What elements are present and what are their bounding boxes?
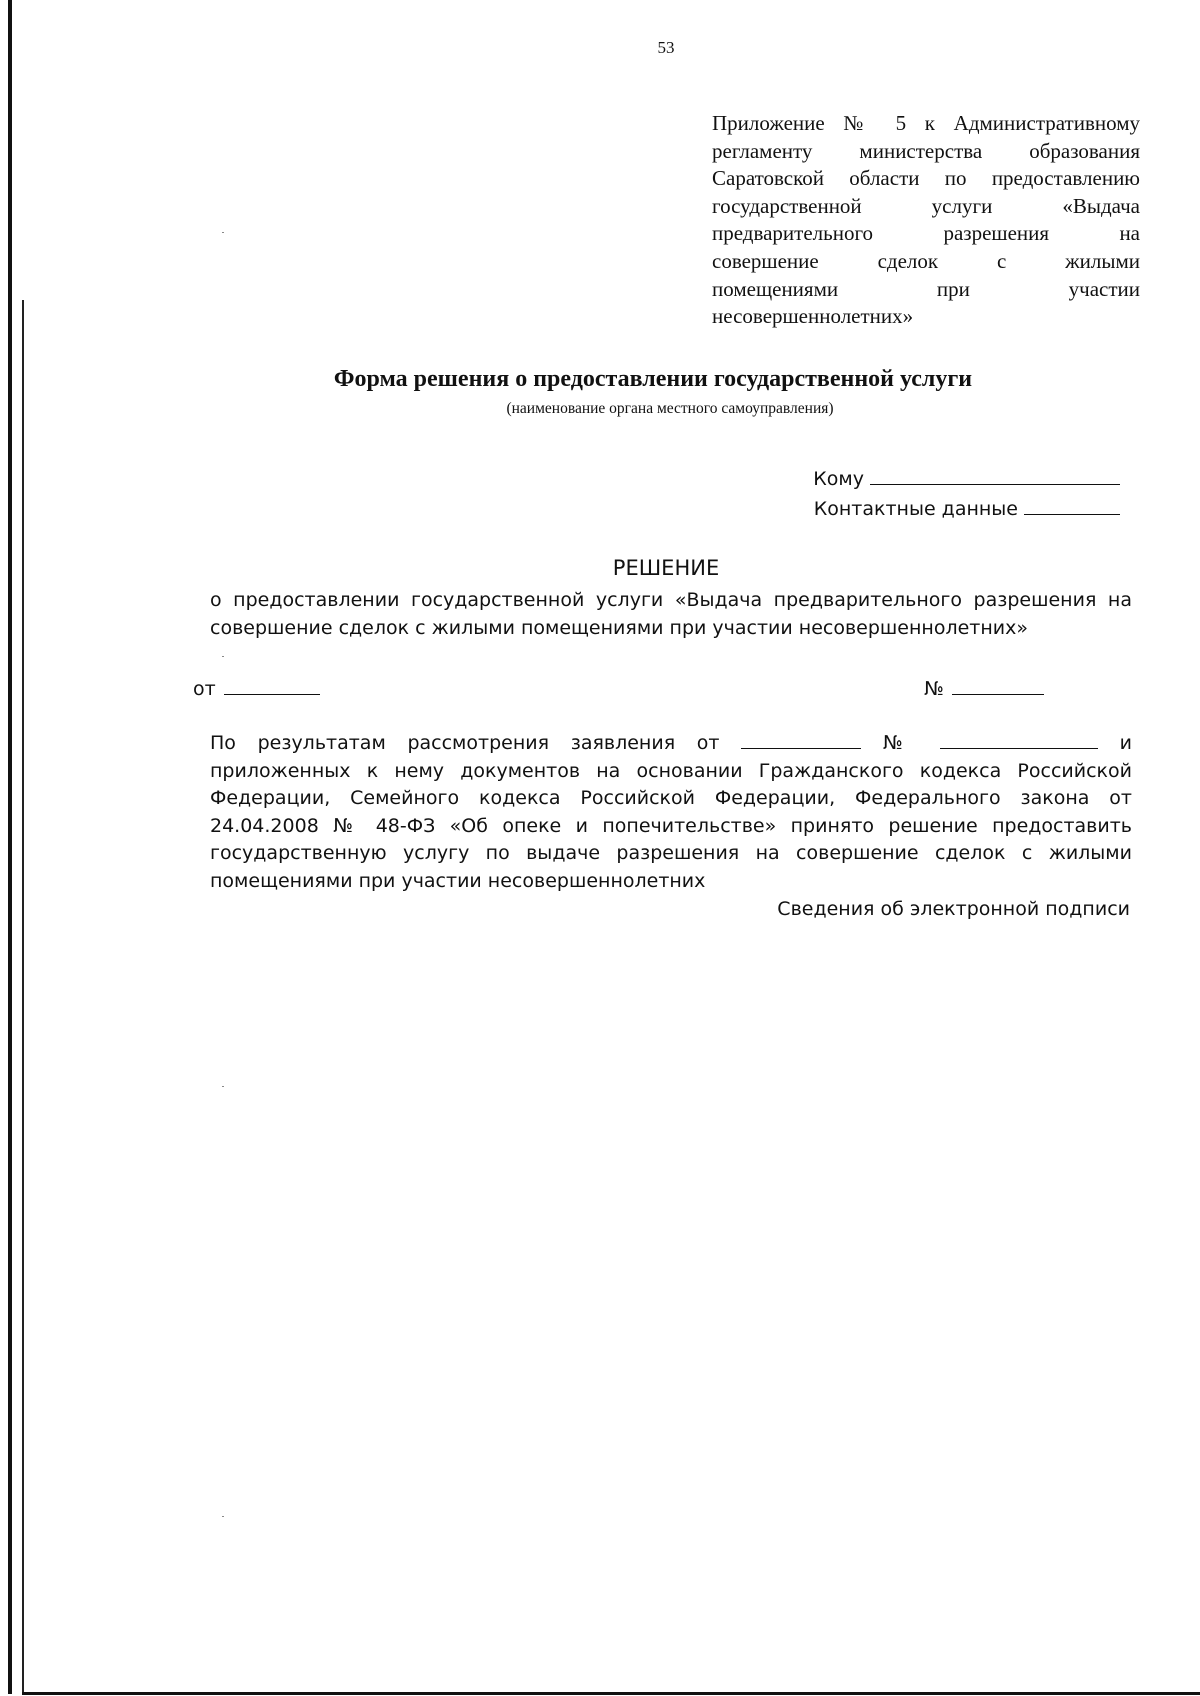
body-line: приложенных к нему документов на основании Гражданского кодекса Российской [210, 759, 1132, 782]
body-line-end: и [1119, 732, 1133, 754]
scan-edge-left [8, 0, 12, 1694]
recipient-whom-label: Кому [813, 468, 864, 490]
body-line: Федерации, Семейного кодекса Российской Федерации, Федерального закона от [210, 787, 1132, 809]
scan-speck [222, 1516, 224, 1517]
body-line-start: По результатам рассмотрения заявления от [210, 732, 720, 754]
scan-speck [222, 656, 224, 657]
decision-number-blank[interactable] [952, 676, 1044, 695]
decision-date-field [193, 676, 320, 700]
appendix-line: помещениями при участии [712, 276, 1140, 301]
recipient-contacts-field [814, 496, 1120, 520]
decision-subheading-line: о предоставлении государственной услуги «Выдача предварительного разрешения на [210, 589, 1132, 611]
decision-body [210, 730, 1132, 895]
decision-number-label: № [924, 678, 944, 700]
appendix-line: Саратовской области по предоставлению [712, 166, 1140, 191]
appendix-line: совершение сделок с жилыми [712, 248, 1140, 273]
decision-subheading [210, 586, 1132, 642]
electronic-signature-info: Сведения об электронной подписи [777, 898, 1130, 920]
decision-subheading-line: совершение сделок с жилыми помещениями при участии несовершеннолетних» [210, 617, 1028, 639]
decision-number-field [924, 676, 1044, 700]
application-date-blank[interactable] [741, 730, 861, 749]
body-line [210, 730, 1132, 758]
decision-date-blank[interactable] [224, 676, 320, 695]
decision-heading: РЕШЕНИЕ [612, 556, 720, 580]
appendix-line: несовершеннолетних» [712, 304, 914, 329]
appendix-line: предварительного разрешения на [712, 221, 1140, 246]
appendix-line: регламенту министерства образования [712, 138, 1140, 163]
recipient-whom-blank[interactable] [870, 466, 1120, 485]
scan-edge-left-inner [22, 300, 24, 1694]
decision-date-label: от [193, 678, 216, 700]
appendix-line: Приложение № 5 к Административному [712, 111, 1140, 135]
appendix-note [712, 110, 1140, 331]
scan-edge-bottom [22, 1692, 1200, 1695]
form-subtitle: (наименование органа местного самоуправления) [506, 400, 834, 417]
body-line: государственную услугу по выдаче разрешения на совершение сделок с жилыми [210, 842, 1132, 864]
application-number-blank[interactable] [940, 730, 1098, 749]
application-number-label: № [882, 732, 919, 754]
body-line: помещениями при участии несовершеннолетних [210, 869, 706, 892]
appendix-line: государственной услуги «Выдача [712, 193, 1140, 218]
recipient-contacts-blank[interactable] [1024, 496, 1120, 515]
recipient-contacts-label: Контактные данные [813, 498, 1018, 520]
scan-speck [222, 1086, 224, 1087]
recipient-whom-field [813, 466, 1120, 490]
body-line: 24.04.2008 № 48-ФЗ «Об опеке и попечительстве» принято решение предоставить [210, 814, 1132, 837]
form-title: Форма решения о предоставлении государственной услуги [333, 366, 973, 392]
scan-speck [222, 232, 224, 233]
page-number: 53 [657, 38, 675, 57]
